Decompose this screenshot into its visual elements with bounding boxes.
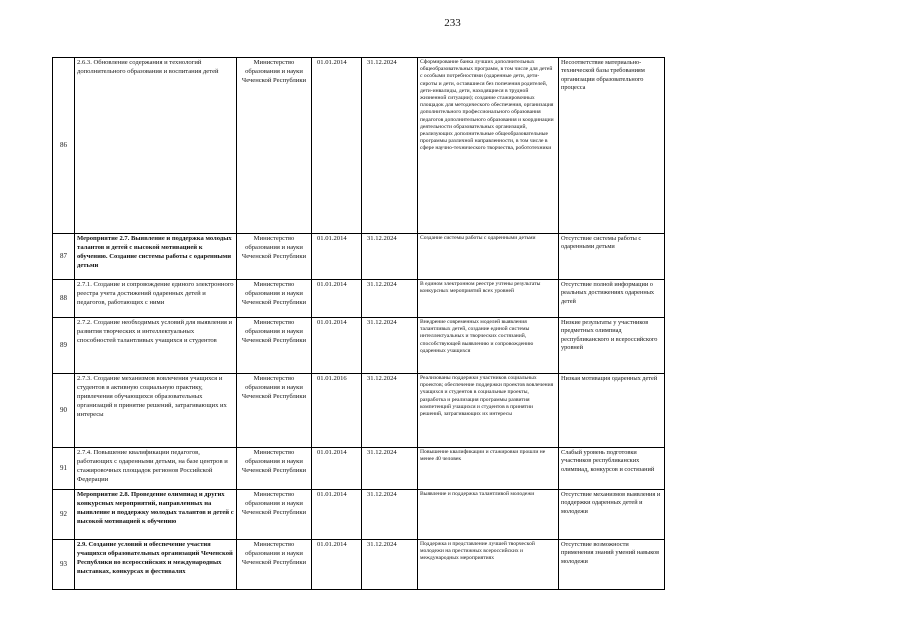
table-row <box>53 58 665 234</box>
result-cell: Выявление и поддержка талантливой молодежи <box>418 490 559 540</box>
activity-cell: Мероприятие 2.7. Выявление и поддержка молодых талантов и детей с высокой мотивацией к обучению. Создание системы работы с одаренными детьми <box>75 234 237 280</box>
row-number: 87 <box>53 234 75 280</box>
table-row <box>53 318 665 374</box>
problem-cell: Отсутствие системы работы с одаренными детьми <box>559 234 665 280</box>
program-table <box>52 57 665 590</box>
end-date-cell: 31.12.2024 <box>362 58 418 234</box>
row-number: 86 <box>53 58 75 234</box>
result-cell: Создание системы работы с одаренными детьми <box>418 234 559 280</box>
row-number: 90 <box>53 374 75 448</box>
table-row <box>53 448 665 490</box>
activity-cell: Мероприятие 2.8. Проведение олимпиад и других конкурсных мероприятий, направленных на выявление и поддержку молодых талантов и детей с высокой мотивацией к обучению <box>75 490 237 540</box>
executor-cell: Министерство образования и науки Чеченской Республики <box>237 58 312 234</box>
start-date-cell: 01.01.2014 <box>312 280 362 318</box>
row-number: 89 <box>53 318 75 374</box>
start-date-cell: 01.01.2014 <box>312 318 362 374</box>
end-date-cell: 31.12.2024 <box>362 318 418 374</box>
end-date-cell: 31.12.2024 <box>362 540 418 590</box>
result-cell: Сформирование банка лучших дополнительных общеобразовательных программ, в том числе для детей с особыми потребностями (одаренные дети, дети-сироты и дети, оставшиеся без попечения родителей, дети-инвалиды, дети, находящиеся в трудной жизненной ситуации); создание стажировочных площадок для методического обеспечения, организация дополнительного профессионального образования педагогов дополнительного образования и координации деятельности образовательных организаций, реализующих дополнительные общеобразовательные программы различной направленности, в том числе в сфере научно-технического творчества, робототехники <box>418 58 559 234</box>
problem-cell: Отсутствие механизмов выявления и поддержки одаренных детей и молодежи <box>559 490 665 540</box>
result-cell: Повышение квалификации и стажировки прошли не менее 40 человек <box>418 448 559 490</box>
end-date-cell: 31.12.2024 <box>362 280 418 318</box>
page-number: 233 <box>444 17 461 29</box>
executor-cell: Министерство образования и науки Чеченской Республики <box>237 448 312 490</box>
row-number: 93 <box>53 540 75 590</box>
result-cell: Внедрение современных моделей выявления талантливых детей, создание единой системы интеллектуальных и творческих состязаний, способствующей выявлению и сопровождению одаренных учащихся <box>418 318 559 374</box>
executor-cell: Министерство образования и науки Чеченской Республики <box>237 234 312 280</box>
row-number: 91 <box>53 448 75 490</box>
executor-cell: Министерство образования и науки Чеченской Республики <box>237 490 312 540</box>
table-row <box>53 280 665 318</box>
table-row <box>53 234 665 280</box>
start-date-cell: 01.01.2014 <box>312 490 362 540</box>
activity-cell: 2.6.3. Обновление содержания и технологий дополнительного образования и воспитания детей <box>75 58 237 234</box>
start-date-cell: 01.01.2014 <box>312 234 362 280</box>
executor-cell: Министерство образования и науки Чеченской Республики <box>237 280 312 318</box>
start-date-cell: 01.01.2014 <box>312 540 362 590</box>
problem-cell: Низкие результаты у участников предметных олимпиад республиканского и всероссийского уровней <box>559 318 665 374</box>
result-cell: В едином электронном реестре учтены результаты конкурсных мероприятий всех уровней <box>418 280 559 318</box>
table-row <box>53 490 665 540</box>
start-date-cell: 01.01.2014 <box>312 448 362 490</box>
problem-cell: Отсутствие полной информации о реальных достижениях одаренных детей <box>559 280 665 318</box>
end-date-cell: 31.12.2024 <box>362 448 418 490</box>
problem-cell: Низкая мотивация одаренных детей <box>559 374 665 448</box>
activity-cell: 2.7.1. Создание и сопровождение единого электронного реестра учета достижений одаренных детей и педагогов, работающих с ними <box>75 280 237 318</box>
result-cell: Поддержка и представление лучшей творческой молодежи на престижных всероссийских и международных мероприятиях <box>418 540 559 590</box>
problem-cell: Несоответствие материально-технической базы требованиям организации образовательного процесса <box>559 58 665 234</box>
activity-cell: 2.7.4. Повышение квалификации педагогов, работающих с одаренными детьми, на базе центров и стажировочных площадок регионов Российской Федерации <box>75 448 237 490</box>
table-body <box>53 58 665 590</box>
table-row <box>53 374 665 448</box>
end-date-cell: 31.12.2024 <box>362 374 418 448</box>
row-number: 92 <box>53 490 75 540</box>
end-date-cell: 31.12.2024 <box>362 234 418 280</box>
executor-cell: Министерство образования и науки Чеченской Республики <box>237 540 312 590</box>
row-number: 88 <box>53 280 75 318</box>
executor-cell: Министерство образования и науки Чеченской Республики <box>237 374 312 448</box>
start-date-cell: 01.01.2014 <box>312 58 362 234</box>
activity-cell: 2.7.3. Создание механизмов вовлечения учащихся и студентов в активную социальную практику, привлечения обучающихся образовательных организаций в принятие решений, затрагивающих их интересы <box>75 374 237 448</box>
problem-cell: Слабый уровень подготовки участников республиканских олимпиад, конкурсов и состязаний <box>559 448 665 490</box>
end-date-cell: 31.12.2024 <box>362 490 418 540</box>
start-date-cell: 01.01.2016 <box>312 374 362 448</box>
problem-cell: Отсутствие возможности применения знаний умений навыков молодежи <box>559 540 665 590</box>
executor-cell: Министерство образования и науки Чеченской Республики <box>237 318 312 374</box>
table-row <box>53 540 665 590</box>
result-cell: Реализованы поддержки участников социальных проектов; обеспечение поддержки проектов вовлечения учащихся и студентов в социальные проекты, разработка и реализация программы развития компетенций учащихся и студентов в принятии решений, затрагивающих их интересы <box>418 374 559 448</box>
activity-cell: 2.9. Создание условий и обеспечение участия учащихся образовательных организаций Чеченской Республики во всероссийских и международных выставках, конкурсах и фестивалях <box>75 540 237 590</box>
activity-cell: 2.7.2. Создание необходимых условий для выявления и развития творческих и интеллектуальных способностей талантливых учащихся и студентов <box>75 318 237 374</box>
